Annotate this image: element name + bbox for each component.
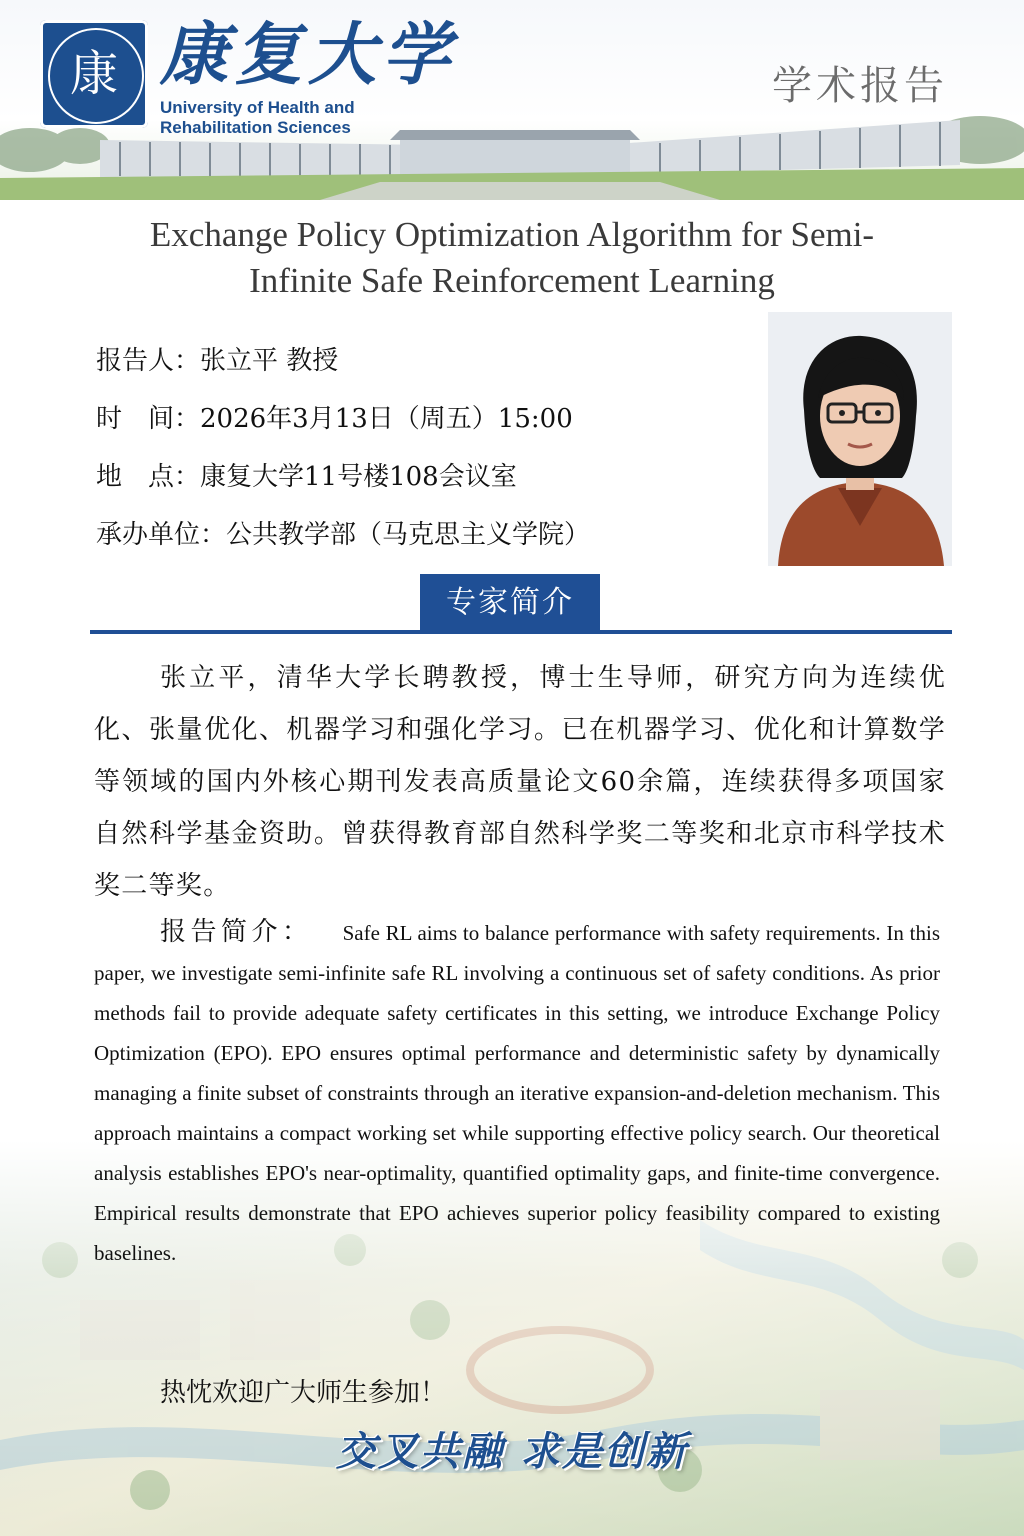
time-label: 时 间： [96, 404, 201, 434]
speaker-label: 报告人： [96, 346, 201, 376]
place-line [96, 456, 517, 493]
seal-glyph: 康 [69, 46, 118, 102]
slogan: 交叉共融 求是创新 [336, 1428, 688, 1475]
place-value: 康复大学11号楼108会议室 [200, 462, 517, 492]
expert-intro-heading: 专家简介 [420, 574, 600, 632]
talk-abstract [94, 912, 940, 1273]
time-line [96, 398, 573, 435]
host-line [96, 514, 590, 551]
time-value: 2026年3月13日（周五）15:00 [200, 404, 573, 434]
host-value: 公共教学部（马克思主义学院） [226, 520, 591, 550]
host-label: 承办单位： [96, 520, 227, 550]
abstract-text: Safe RL aims to balance performance with safety requirements. In this paper, we investigate semi-infinite safe RL involving a continuous set of safety conditions. As prior methods fail to provide adequate safety certificates in this setting, we introduce Exchange Policy Optimization (EPO). EPO ensures optimal performance and deterministic safety by dynamically managing a finite subset of constraints through an iterative expansion-and-deletion mechanism. This approach maintains a compact working set while supporting effective policy search. Our theoretical analysis establishes EPO's near-optimality, quantified optimality gaps, and finite-time convergence. Empirical results demonstrate that EPO achieves superior policy feasibility compared to existing baselines. [94, 921, 940, 1265]
talk-title-line2: Infinite Safe Reinforcement Learning [249, 261, 775, 300]
banner-tag: 学术报告 [772, 63, 948, 109]
university-name-en-line2: Rehabilitation Sciences [160, 118, 351, 137]
speaker-portrait-illustration [768, 312, 952, 566]
university-name-en-line1: University of Health and [160, 98, 355, 117]
talk-title [90, 212, 934, 304]
speaker-value: 张立平 教授 [200, 346, 339, 376]
welcome-text: 热忱欢迎广大师生参加！ [160, 1378, 447, 1408]
university-seal-logo [40, 20, 148, 128]
place-label: 地 点： [96, 462, 201, 492]
header-banner [0, 0, 1024, 200]
abstract-label: 报告简介： [160, 917, 313, 947]
talk-title-line1: Exchange Policy Optimization Algorithm for Semi- [149, 215, 875, 254]
speaker-photo [768, 312, 952, 566]
expert-bio: 张立平，清华大学长聘教授，博士生导师，研究方向为连续优化、张量优化、机器学习和强化学习。已在机器学习、优化和计算数学等领域的国内外核心期刊发表高质量论文60余篇，连续获得多项国家自然科学基金资助。曾获得教育部自然科学奖二等奖和北京市科学技术奖二等奖。 [94, 663, 946, 901]
university-name-cn: 康复大学 [160, 15, 457, 95]
speaker-line [96, 340, 338, 377]
